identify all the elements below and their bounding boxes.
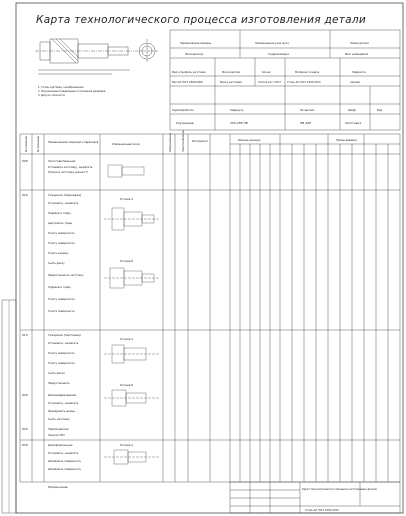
svg-text:Вид: Вид (377, 109, 383, 112)
svg-text:Термообработка: Термообработка (172, 109, 194, 112)
process-table (20, 134, 400, 482)
svg-text:Точить поверхность: Точить поверхность (48, 298, 75, 301)
svg-text:Подрезать торец: Подрезать торец (48, 212, 71, 215)
svg-text:Установить, закрепить: Установить, закрепить (48, 452, 79, 455)
svg-text:255-285 НВ: 255-285 НВ (230, 121, 248, 125)
svg-text:Установить, закрепить: Установить, закрепить (48, 342, 79, 345)
svg-text:Хромир.: Хромир. (350, 81, 361, 84)
op-015 (22, 333, 81, 385)
header-labels (172, 41, 382, 125)
svg-text:НВ 285: НВ 285 (300, 121, 311, 125)
svg-text:Установить, закрепить: Установить, закрепить (48, 402, 79, 405)
op-025 (22, 427, 69, 437)
svg-text:Переустановить: Переустановить (48, 382, 70, 385)
svg-text:Экскаватор: Экскаватор (185, 52, 204, 56)
svg-text:Масса заготовки: Масса заготовки (220, 81, 243, 84)
svg-text:Установ А: Установ А (120, 198, 134, 201)
op-005 (22, 159, 93, 174)
svg-text:Шлифовать поверхность: Шлифовать поверхность (48, 460, 82, 463)
svg-text:Твёрдость: Твёрдость (352, 71, 366, 74)
svg-text:Токарная (Чистовая): Токарная (Чистовая) (48, 333, 81, 337)
svg-text:015: 015 (22, 333, 28, 337)
svg-text:Наименование узла (агр.): Наименование узла (агр.) (255, 42, 290, 45)
svg-text:Оборудование: Оборудование (169, 132, 172, 152)
svg-text:Точить поверхность: Точить поверхность (48, 362, 75, 365)
svg-text:Вид и профиль заготовки: Вид и профиль заготовки (172, 71, 206, 74)
page-title: Карта технологического процесса изготовления детали (36, 14, 367, 26)
svg-text:Нормы времени: Нормы времени (336, 139, 357, 142)
svg-text:010: 010 (22, 193, 28, 197)
svg-text:Установ Б: Установ Б (120, 260, 134, 263)
svg-text:Подрезать торец: Подрезать торец (48, 286, 71, 289)
svg-text:№ перехода: № перехода (37, 136, 40, 152)
svg-text:Установ А: Установ А (120, 444, 134, 447)
svg-text:Установить заготовку, закрепит: Установить заготовку, закрепить (48, 166, 93, 169)
svg-text:Снять заготовку: Снять заготовку (48, 418, 70, 421)
sketch-notes (38, 85, 106, 97)
svg-text:Заготовительная: Заготовительная (48, 159, 76, 163)
op-sketches (104, 165, 160, 464)
svg-text:Шлифовальная: Шлифовальная (48, 443, 73, 447)
svg-text:Наименование машины: Наименование машины (180, 42, 212, 45)
svg-text:Установ А: Установ А (120, 338, 134, 341)
svg-text:Закалка ТВЧ: Закалка ТВЧ (48, 434, 65, 437)
sketch-labels (120, 197, 133, 447)
svg-text:Улучшение: Улучшение (176, 121, 194, 125)
svg-text:Отрезать заготовку длиной Л: Отрезать заготовку длиной Л (48, 171, 88, 174)
stamp-material: Сталь 20 ГОСТ 1050-2013 (305, 509, 339, 512)
sheet-frame (16, 3, 403, 513)
svg-text:Операционный эскиз: Операционный эскиз (112, 143, 140, 146)
svg-text:Шлифовать поверхность: Шлифовать поверхность (48, 468, 82, 471)
svg-text:№ операции: № операции (25, 135, 28, 152)
svg-text:Номер детали: Номер детали (350, 42, 369, 45)
op-020 (22, 393, 79, 421)
svg-text:Точить поверхность: Точить поверхность (48, 242, 75, 245)
svg-text:Центровать торец: Центровать торец (48, 222, 73, 225)
svg-text:Шлицефрезерная: Шлицефрезерная (48, 393, 77, 397)
svg-text:Инструмент: Инструмент (192, 140, 208, 143)
svg-text:005: 005 (22, 159, 28, 163)
svg-text:Снять фаску: Снять фаску (48, 262, 65, 265)
svg-text:Установ Б: Установ Б (120, 384, 134, 387)
svg-text:Материал и марка: Материал и марка (295, 71, 320, 74)
svg-text:Фрезеровать шлицы: Фрезеровать шлицы (48, 410, 76, 413)
svg-text:Точить поверхность: Точить поверхность (48, 232, 75, 235)
svg-text:Вал шлицевой: Вал шлицевой (345, 52, 368, 56)
footer-note: Примечание (48, 485, 68, 489)
svg-text:Сталь 20 ГОСТ 1050-2013: Сталь 20 ГОСТ 1050-2013 (287, 81, 321, 84)
header-table (170, 30, 400, 130)
svg-text:Снять фаски: Снять фаски (48, 372, 65, 375)
svg-text:Гидрокамера: Гидрокамера (268, 52, 289, 56)
column-headers (25, 130, 357, 153)
svg-text:3. Допуск соосности: 3. Допуск соосности (38, 94, 65, 97)
svg-text:Токарная (Черновая): Токарная (Черновая) (48, 193, 82, 197)
svg-text:Термическая: Термическая (48, 427, 69, 431)
stamp-title: Карта технологического процесса изготовления детали (302, 488, 377, 491)
svg-text:Точить поверхность: Точить поверхность (48, 310, 75, 313)
svg-text:Наименование операций и перехо: Наименование операций и переходов (48, 141, 99, 144)
svg-text:1. Сталь сортовая, калиброванн: 1. Сталь сортовая, калиброванная (38, 86, 84, 89)
svg-text:Точить поверхность: Точить поверхность (48, 352, 75, 355)
part-sketch (35, 39, 159, 74)
svg-text:Точить канавку: Точить канавку (48, 252, 69, 255)
svg-text:Приспособление: Приспособление (182, 129, 185, 152)
svg-text:Переустановить заготовку: Переустановить заготовку (48, 274, 84, 277)
svg-text:Установить, закрепить: Установить, закрепить (48, 202, 79, 205)
op-010 (22, 193, 84, 313)
svg-text:Кол-во: Кол-во (262, 71, 271, 74)
svg-text:030: 030 (22, 443, 28, 447)
svg-text:Заготовка: Заготовка (345, 121, 362, 125)
svg-text:Способ кат. ГОСТ: Способ кат. ГОСТ (258, 81, 281, 84)
op-030 (22, 443, 82, 471)
svg-text:Масса детали: Масса детали (222, 71, 241, 74)
svg-text:Не хватает: Не хватает (300, 109, 315, 112)
svg-text:Твёрдость: Твёрдость (230, 109, 244, 112)
svg-text:Режимы резания: Режимы резания (238, 139, 261, 142)
svg-text:2. Неуказанные предельные откл: 2. Неуказанные предельные отклонения размеров (38, 90, 106, 93)
svg-text:Шифр: Шифр (348, 109, 357, 112)
svg-text:025: 025 (22, 427, 28, 431)
svg-text:020: 020 (22, 393, 28, 397)
svg-text:Вал 40 ГОСТ 2590-2006: Вал 40 ГОСТ 2590-2006 (172, 81, 203, 84)
